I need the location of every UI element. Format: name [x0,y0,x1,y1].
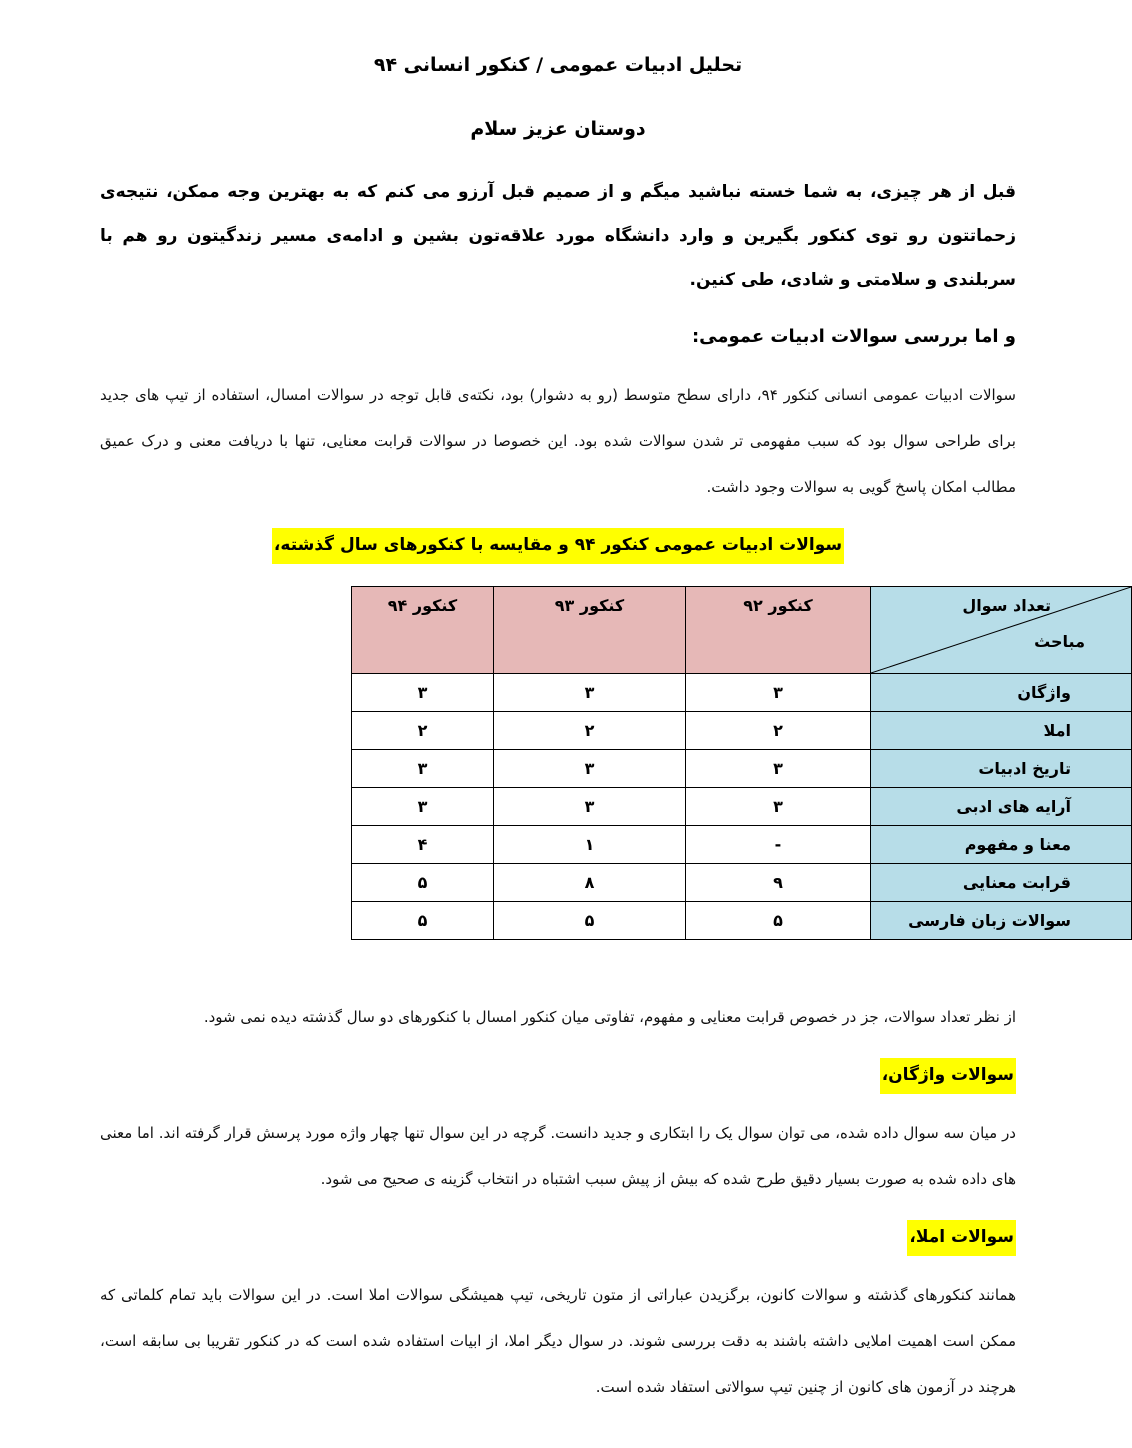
value-cell: ۵ [352,864,494,902]
column-header: کنکور ۹۴ [352,587,494,674]
table-caption-wrap [100,528,1016,564]
document-title: تحلیل ادبیات عمومی / کنکور انسانی ۹۴ [373,54,743,76]
value-cell: ۳ [494,674,686,712]
topic-cell: قرابت معنایی [871,864,1132,902]
value-cell: ۳ [494,788,686,826]
paragraph-overview: سوالات ادبیات عمومی انسانی کنکور ۹۴، دارای سطح متوسط (رو به دشوار) بود، نکته‌ی قابل توجه در سوالات امسال، استفاده از تیپ های جدید برای طراحی سوال بود که سبب مفهومی تر شدن سوالات شده بود. این خصوصا در سوالات قرابت معنایی، تنها با دریافت معنی و درک عمیق مطالب امکان پاسخ گویی به سوالات وجود داشت. [100,386,1016,496]
value-cell: ۴ [352,826,494,864]
topic-cell: واژگان [871,674,1132,712]
table-row [352,788,1132,826]
value-cell: ۸ [494,864,686,902]
greeting: دوستان عزیز سلام [470,118,646,140]
topic-cell: املا [871,712,1132,750]
value-cell: ۳ [352,788,494,826]
table-row [352,750,1132,788]
table-row [352,902,1132,940]
corner-label-count: تعداد سوال [962,596,1051,615]
comparison-table-wrap [351,586,1132,940]
value-cell: ۲ [352,712,494,750]
column-header: کنکور ۹۳ [494,587,686,674]
table-row [352,674,1132,712]
table-row [352,864,1132,902]
value-cell: ۳ [686,674,871,712]
value-cell: ۲ [494,712,686,750]
table-header-row [352,587,1132,674]
topic-cell: معنا و مفهوم [871,826,1132,864]
paragraph-count-comparison: از نظر تعداد سوالات، جز در خصوص قرابت معنایی و مفهوم، تفاوتی میان کنکور امسال با کنکورهای دو سال گذشته دیده نمی شود. [203,1008,1016,1026]
review-heading: و اما بررسی سوالات ادبیات عمومی: [691,326,1016,347]
vocab-heading: سوالات واژگان، [880,1058,1016,1094]
topic-cell: تاریخ ادبیات [871,750,1132,788]
value-cell: ۵ [494,902,686,940]
table-caption: سوالات ادبیات عمومی کنکور ۹۴ و مقایسه با کنکورهای سال گذشته، [272,528,844,564]
value-cell: ۳ [686,750,871,788]
column-header: کنکور ۹۲ [686,587,871,674]
corner-header-cell [871,587,1132,674]
topic-cell: آرایه های ادبی [871,788,1132,826]
value-cell: ۳ [494,750,686,788]
value-cell: ۵ [352,902,494,940]
value-cell: ۳ [686,788,871,826]
table-row [352,712,1132,750]
value-cell: ۹ [686,864,871,902]
value-cell: ۳ [352,750,494,788]
spelling-heading: سوالات املا، [907,1220,1016,1256]
value-cell: ۱ [494,826,686,864]
topic-cell: سوالات زبان فارسی [871,902,1132,940]
intro-paragraph: قبل از هر چیزی، به شما خسته نباشید میگم و از صمیم قبل آرزو می کنم که به بهترین وجه ممکن، نتیجه‌ی زحماتتون رو توی کنکور بگیرین و وارد دانشگاه مورد علاقه‌تون بشین و ادامه‌ی مسیر زندگیتون رو هم با سربلندی و سلامتی و شادی، طی کنین. [100,182,1016,290]
paragraph-vocab: در میان سه سوال داده شده، می توان سوال یک را ابتکاری و جدید دانست. گرچه در این سوال تنها چهار واژه مورد پرسش قرار گرفته اند. اما معنی های داده شده به صورت بسیار دقیق طرح شده که بیش از پیش سبب اشتباه در انتخاب گزینه ی صحیح می شود. [100,1124,1016,1188]
spelling-heading-wrap [100,1220,1016,1256]
paragraph-spelling: همانند کنکورهای گذشته و سوالات کانون، برگزیدن عباراتی از متون تاریخی، تیپ همیشگی سوالات املا است. در این سوالات باید تمام کلماتی که ممکن است اهمیت املایی داشته باشند به دقت بررسی شوند. در سوال دیگر املا، از ابیات استفاده شده است که در کنکور تقریبا بی سابقه است، هرچند در آزمون های کانون از چنین تیپ سوالاتی استفاد شده است. [100,1286,1016,1396]
value-cell: ۳ [352,674,494,712]
value-cell: ۲ [686,712,871,750]
value-cell: ۵ [686,902,871,940]
value-cell: - [686,826,871,864]
table-row [352,826,1132,864]
comparison-table [351,586,1132,940]
corner-label-topics: مباحث [1034,632,1085,651]
vocab-heading-wrap [100,1058,1016,1094]
